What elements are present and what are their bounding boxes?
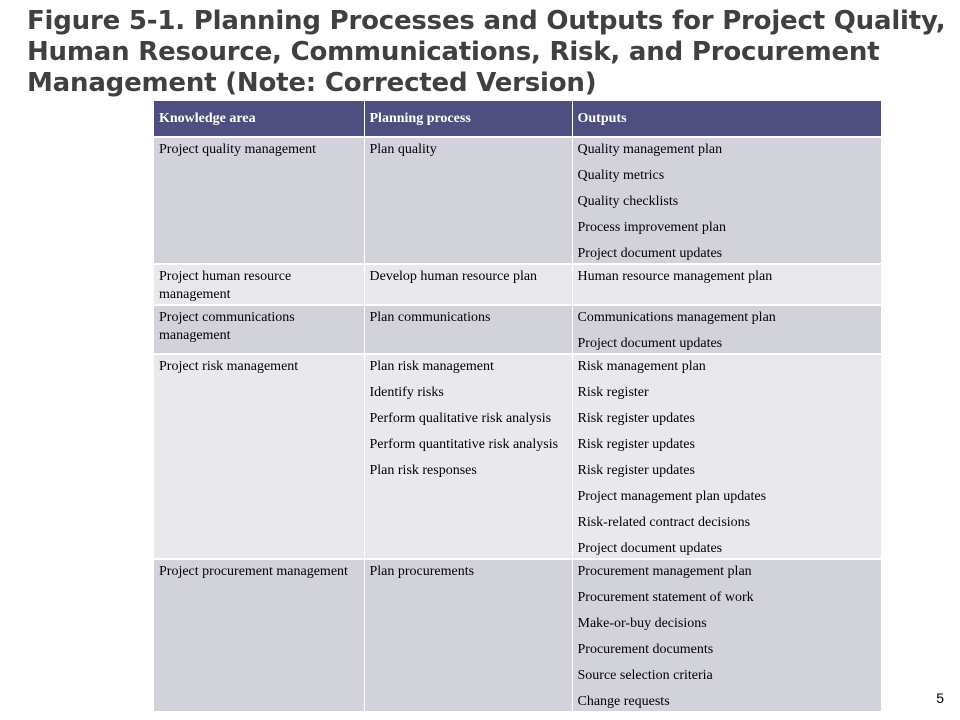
output-item: Procurement management plan — [577, 564, 752, 579]
cell-outputs — [572, 354, 881, 559]
output-item: Quality metrics — [577, 168, 665, 183]
process-item: Plan communications — [369, 310, 491, 325]
cell-knowledge-area — [154, 264, 364, 305]
process-item: Identify risks — [369, 385, 444, 400]
table-row — [154, 264, 881, 305]
output-item: Project document updates — [577, 541, 723, 556]
output-item: Project management plan updates — [577, 489, 767, 504]
output-item: Project document updates — [577, 336, 723, 351]
output-item: Project document updates — [577, 246, 723, 261]
cell-outputs — [572, 137, 881, 264]
title-line-1: Figure 5-1. Planning Processes and Outputs for Project Quality, — [27, 6, 946, 36]
output-item: Risk register — [577, 385, 649, 400]
output-item: Source selection criteria — [577, 668, 713, 683]
cell-planning-process — [364, 305, 572, 354]
cell-outputs — [572, 305, 881, 354]
cell-knowledge-area — [154, 137, 364, 264]
process-item: Plan procurements — [369, 564, 475, 579]
header-outputs: Outputs — [572, 101, 881, 137]
cell-outputs — [572, 559, 881, 711]
output-item: Change requests — [577, 694, 670, 709]
output-item: Communications management plan — [577, 310, 776, 325]
area-text: Project human resource management — [159, 269, 292, 302]
output-item: Process improvement plan — [577, 220, 727, 235]
planning-table — [154, 101, 882, 711]
output-item: Procurement statement of work — [577, 590, 754, 605]
title-line-2: Human Resource, Communications, Risk, and Procurement — [27, 37, 880, 67]
page-number: 5 — [936, 690, 944, 706]
area-text: Project risk management — [159, 359, 299, 374]
output-item: Make-or-buy decisions — [577, 616, 707, 631]
table-row — [154, 559, 881, 711]
table-row — [154, 305, 881, 354]
header-knowledge-area: Knowledge area — [154, 101, 364, 137]
area-text: Project procurement management — [159, 564, 348, 579]
process-item: Perform qualitative risk analysis — [369, 411, 552, 426]
output-item: Quality management plan — [577, 142, 723, 157]
table-row — [154, 354, 881, 559]
output-item: Risk register updates — [577, 437, 695, 452]
cell-planning-process — [364, 354, 572, 559]
cell-knowledge-area — [154, 559, 364, 711]
output-item: Risk-related contract decisions — [577, 515, 751, 530]
output-item: Human resource management plan — [577, 269, 773, 284]
table-header-row — [154, 101, 881, 137]
output-item: Risk management plan — [577, 359, 706, 374]
process-item: Perform quantitative risk analysis — [369, 437, 559, 452]
cell-knowledge-area — [154, 305, 364, 354]
process-item: Plan risk management — [369, 359, 494, 374]
process-item: Develop human resource plan — [369, 269, 538, 284]
area-text: Project communications management — [159, 310, 295, 343]
cell-planning-process — [364, 559, 572, 711]
cell-knowledge-area — [154, 354, 364, 559]
cell-planning-process — [364, 137, 572, 264]
header-planning-process: Planning process — [364, 101, 572, 137]
output-item: Quality checklists — [577, 194, 679, 209]
title-line-3: Management (Note: Corrected Version) — [27, 68, 597, 98]
area-text: Project quality management — [159, 142, 317, 157]
process-item: Plan quality — [369, 142, 437, 157]
cell-outputs — [572, 264, 881, 305]
table-row — [154, 137, 881, 264]
output-item: Procurement documents — [577, 642, 714, 657]
output-item: Risk register updates — [577, 411, 695, 426]
output-item: Risk register updates — [577, 463, 695, 478]
cell-planning-process — [364, 264, 572, 305]
slide-title — [27, 6, 946, 99]
process-item: Plan risk responses — [369, 463, 477, 478]
